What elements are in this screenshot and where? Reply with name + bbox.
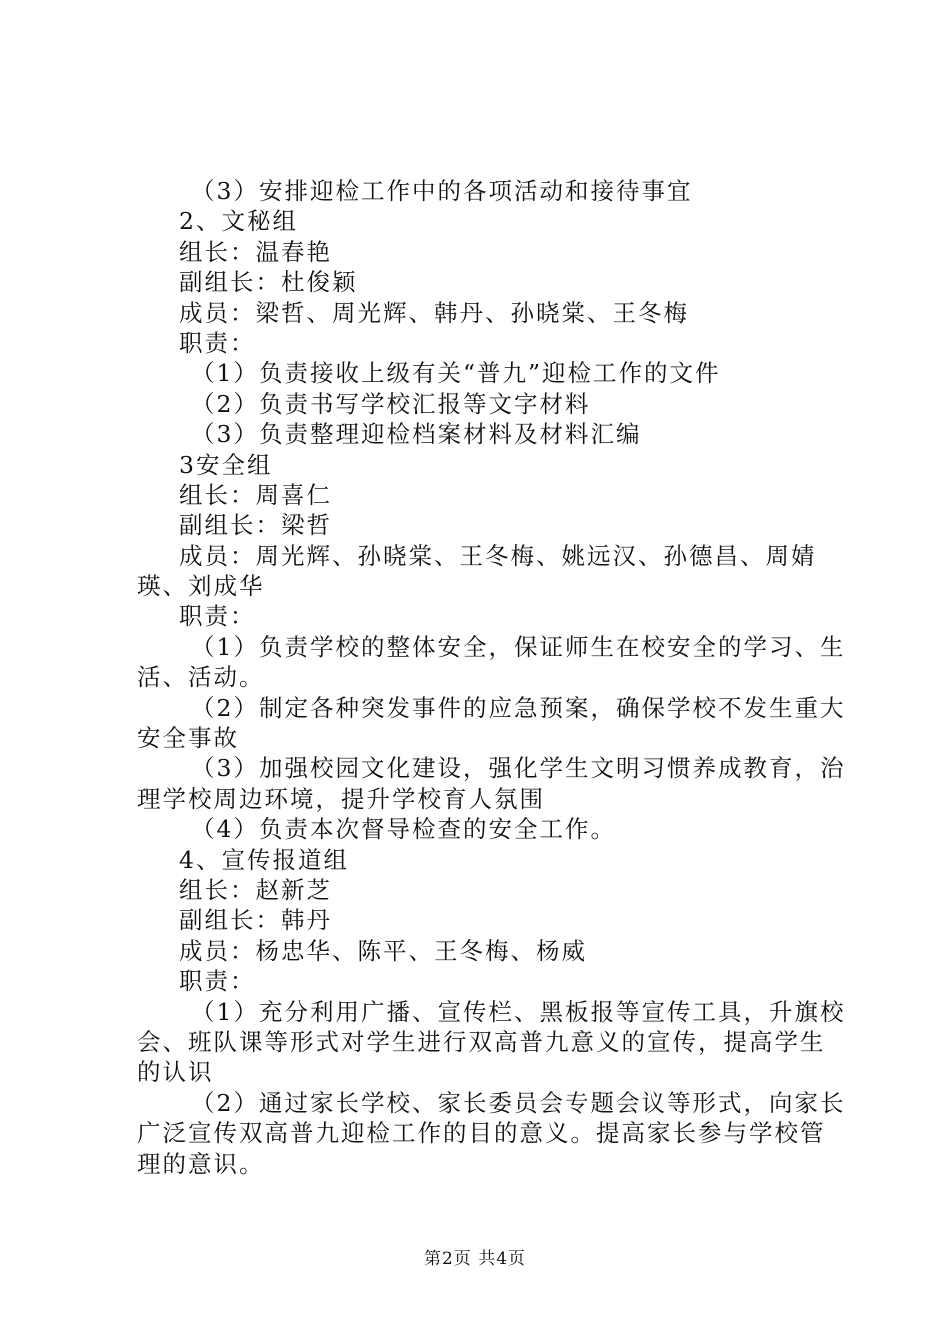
text-line: 副组长：韩丹 xyxy=(179,906,332,935)
text-line: 副组长：杜俊颖 xyxy=(179,268,358,297)
text-line: 职责： xyxy=(179,328,256,357)
text-line: 副组长：梁哲 xyxy=(179,511,332,540)
text-line: 3安全组 xyxy=(179,450,273,479)
text-line: 的认识 xyxy=(137,1058,214,1087)
text-line: 4、宣传报道组 xyxy=(179,845,349,874)
text-line: 活、活动。 xyxy=(137,663,265,692)
text-line: （3）加强校园文化建设，强化学生文明习惯养成教育，治 xyxy=(191,754,846,783)
text-line: 理的意识。 xyxy=(137,1149,265,1178)
text-line: 广泛宣传双高普九迎检工作的目的意义。提高家长参与学校管 xyxy=(137,1119,826,1148)
text-line: 职责： xyxy=(179,967,256,996)
text-line: （2）制定各种突发事件的应急预案，确保学校不发生重大 xyxy=(191,693,846,722)
text-line: 瑛、刘成华 xyxy=(137,572,265,601)
text-line: （2）通过家长学校、家长委员会专题会议等形式，向家长 xyxy=(191,1088,846,1117)
text-line: （4）负责本次督导检查的安全工作。 xyxy=(191,815,616,844)
text-line: 职责： xyxy=(179,602,256,631)
text-line: （3）负责整理迎检档案材料及材料汇编 xyxy=(191,420,642,449)
text-line: （1）负责接收上级有关“普九”迎检工作的文件 xyxy=(191,359,721,388)
text-line: 成员：周光辉、孙晓棠、王冬梅、姚远汉、孙德昌、周婧 xyxy=(179,541,817,570)
text-line: （1）充分利用广播、宣传栏、黑板报等宣传工具，升旗校 xyxy=(191,997,846,1026)
text-line: （2）负责书写学校汇报等文字材料 xyxy=(191,389,591,418)
text-line: 理学校周边环境，提升学校育人氛围 xyxy=(137,784,545,813)
text-line: 2、文秘组 xyxy=(179,207,298,236)
text-line: 组长：温春艳 xyxy=(179,237,332,266)
text-line: （3）安排迎检工作中的各项活动和接待事宜 xyxy=(191,177,693,205)
text-line: 成员：梁哲、周光辉、韩丹、孙晓棠、王冬梅 xyxy=(179,298,689,327)
page-footer: 第2页 共4页 xyxy=(423,1249,527,1269)
text-line: 组长：周喜仁 xyxy=(179,480,332,509)
text-line: 成员：杨忠华、陈平、王冬梅、杨威 xyxy=(179,936,587,965)
text-line: 会、班队课等形式对学生进行双高普九意义的宣传，提高学生 xyxy=(137,1027,826,1056)
text-line: 安全事故 xyxy=(137,724,239,753)
text-line: （1）负责学校的整体安全，保证师生在校安全的学习、生 xyxy=(191,632,846,661)
document-body xyxy=(137,176,846,1179)
text-line: 组长：赵新芝 xyxy=(179,875,332,904)
